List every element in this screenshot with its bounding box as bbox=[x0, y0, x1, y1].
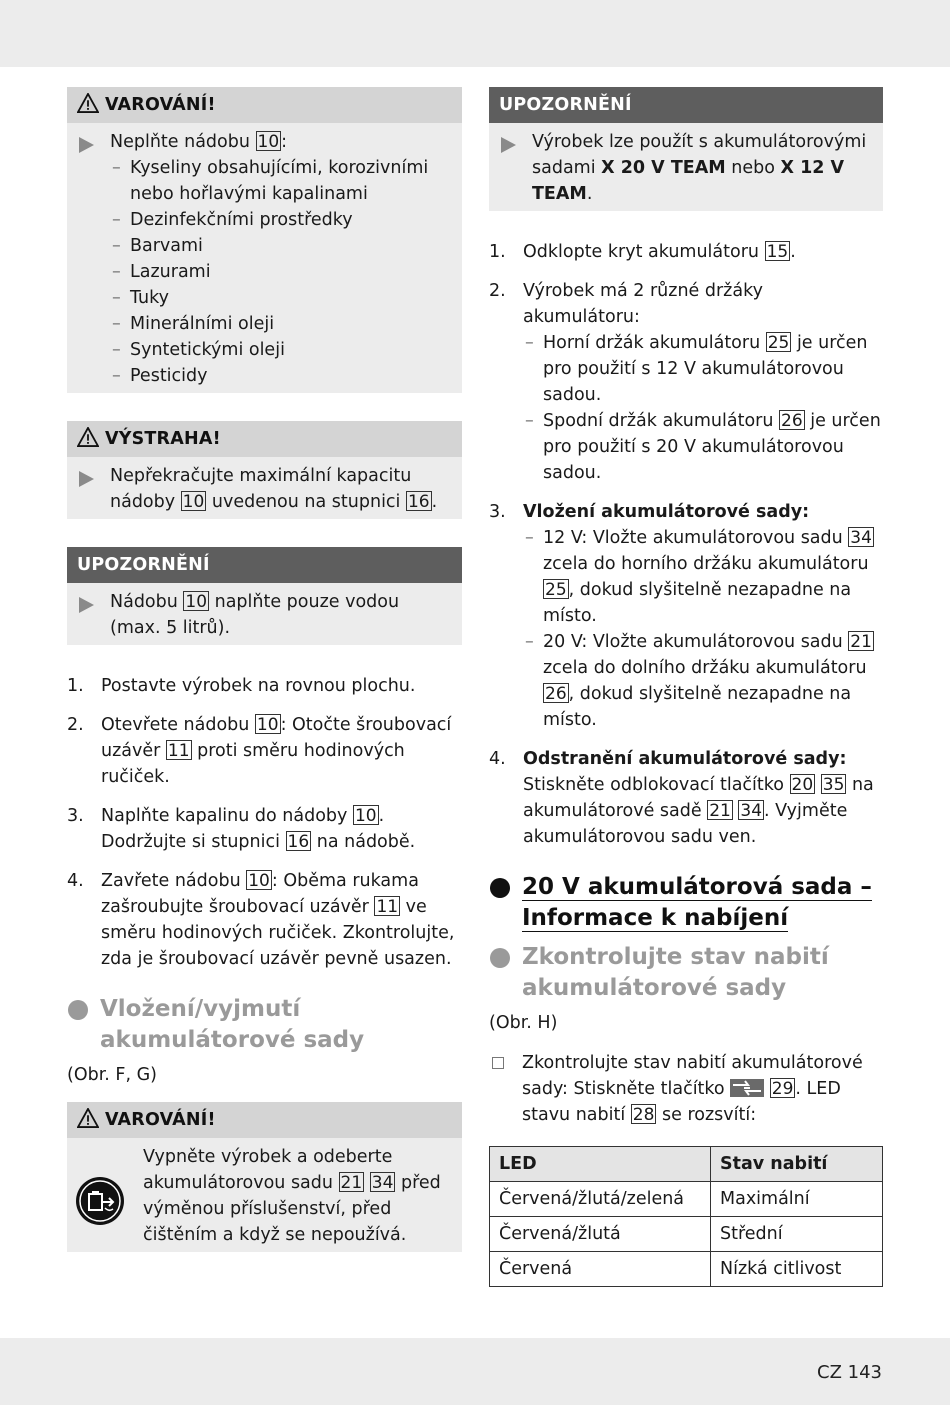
ref-number: 15 bbox=[766, 242, 789, 262]
notice-item: Výrobek lze použít s akumulátorovými sadami X 20 V TEAM nebo X 12 V TEAM. bbox=[501, 129, 871, 207]
table-cell: Nízká citlivost bbox=[711, 1252, 883, 1287]
table-header: LED bbox=[490, 1147, 711, 1182]
warning-triangle-icon bbox=[77, 93, 99, 113]
bullet-dot-icon bbox=[490, 878, 510, 898]
table-cell: Červená/žlutá bbox=[490, 1217, 711, 1252]
ref-number: 35 bbox=[822, 775, 845, 795]
warning-title: VAROVÁNÍ! bbox=[105, 1110, 216, 1130]
warning-box-header bbox=[67, 87, 462, 123]
caution-box bbox=[67, 421, 462, 519]
prohibited-substances-list bbox=[110, 155, 450, 389]
warning-box-battery bbox=[67, 1102, 462, 1252]
list-item: – Syntetickými oleji bbox=[110, 337, 450, 363]
charge-button-icon bbox=[730, 1079, 764, 1097]
sub-item: – 12 V: Vložte akumulátorovou sadu 34 zcela do horního držáku akumulátoru 25 , dokud slyšitelně nezapadne na místo. bbox=[523, 525, 883, 629]
table-row bbox=[490, 1252, 883, 1287]
ref-number: 34 bbox=[850, 528, 872, 548]
lightning-icon bbox=[730, 1079, 764, 1097]
ref-number: 34 bbox=[371, 1173, 394, 1193]
notice-box-header: UPOZORNĚNÍ bbox=[67, 547, 462, 583]
sub-item: – 20 V: Vložte akumulátorovou sadu 21 zcela do dolního držáku akumulátoru 26 , dokud slyšitelně nezapadne na místo. bbox=[523, 629, 883, 733]
ref-number: 21 bbox=[340, 1173, 363, 1193]
bullet-dot-icon bbox=[490, 948, 510, 968]
list-item: – Lazurami bbox=[110, 259, 450, 285]
warning-box-header bbox=[67, 1102, 462, 1138]
page-bottom-band bbox=[0, 1338, 950, 1405]
caution-title: VÝSTRAHA! bbox=[105, 429, 221, 449]
ref-number: 10 bbox=[182, 492, 205, 512]
warning-title: VAROVÁNÍ! bbox=[105, 95, 216, 115]
warning-item: Neplňte nádobu 10 : – Kyseliny obsahujícími, korozivními nebo hořlavými kapalinami – Dezinfekčními prostředky – Barvami – Lazurami – Tuky – Minerálními oleji – Syntetickými oleji – Pesticidy bbox=[79, 129, 450, 389]
ref-number: 16 bbox=[407, 492, 430, 512]
step-item: 1. Postavte výrobek na rovnou plochu. bbox=[67, 676, 416, 696]
ref-number: 34 bbox=[740, 801, 763, 821]
table-cell: Červená bbox=[490, 1252, 711, 1287]
figure-reference: (Obr. F, G) bbox=[67, 1065, 158, 1085]
filling-steps-list bbox=[67, 673, 462, 972]
caution-box-header bbox=[67, 421, 462, 457]
table-cell: Střední bbox=[711, 1217, 883, 1252]
list-item: – Barvami bbox=[110, 233, 450, 259]
notice-box-compatibility bbox=[489, 87, 883, 211]
ref-number: 16 bbox=[287, 832, 310, 852]
left-column bbox=[67, 87, 462, 1280]
figure-reference: (Obr. H) bbox=[489, 1013, 558, 1033]
step-item: 2. Otevřete nádobu 10 : Otočte šroubovací uzávěr 11 proti směru hodinových ručiček. bbox=[67, 715, 452, 787]
triangle-bullet-icon bbox=[501, 137, 516, 153]
checkbox-square-icon bbox=[492, 1057, 504, 1069]
step-item: 4. Zavřete nádobu 10 : Oběma rukama zašroubujte šroubovací uzávěr 11 ve směru hodinových ručiček. Zkontrolujte, zda je šroubovací uzávěr pevně usazen. bbox=[67, 871, 455, 969]
checklist-item: Zkontrolujte stav nabití akumulátorové sady: Stiskněte tlačítko 29 . LED stavu nabití 28 se rozsvítí: bbox=[489, 1050, 883, 1128]
notice-item: Nádobu 10 naplňte pouze vodou (max. 5 litrů). bbox=[79, 589, 450, 641]
table-header-row bbox=[490, 1147, 883, 1182]
table-cell: Maximální bbox=[711, 1182, 883, 1217]
page-number: CZ 143 bbox=[817, 1362, 882, 1383]
ref-number: 11 bbox=[376, 897, 399, 917]
triangle-bullet-icon bbox=[79, 471, 94, 487]
battery-steps-list bbox=[489, 239, 883, 850]
step-item: 3. Naplňte kapalinu do nádoby 10 . Dodržujte si stupnici 16 na nádobě. bbox=[67, 806, 416, 852]
list-item: – Tuky bbox=[110, 285, 450, 311]
ref-number: 25 bbox=[545, 580, 567, 600]
notice-box bbox=[67, 547, 462, 645]
warning-box-container-contents bbox=[67, 87, 462, 393]
section-heading-insert-remove: Vložení/vyjmutí akumulátorové sady bbox=[67, 994, 462, 1056]
ref-number: 28 bbox=[632, 1105, 655, 1125]
triangle-bullet-icon bbox=[79, 597, 94, 613]
triangle-bullet-icon bbox=[79, 137, 94, 153]
page-top-band bbox=[0, 0, 950, 67]
right-column bbox=[489, 87, 883, 1287]
warning-triangle-icon bbox=[77, 1108, 99, 1128]
step-item: 1. Odklopte kryt akumulátoru 15 . bbox=[489, 242, 796, 262]
warning-item: Vypněte výrobek a odeberte akumulátorovou sadu 21 34 před výměnou příslušenství, před čištěním a když se nepoužívá. bbox=[79, 1144, 450, 1248]
list-item: – Dezinfekčními prostředky bbox=[110, 207, 450, 233]
ref-number: 10 bbox=[256, 715, 279, 735]
section-heading-check-charge: Zkontrolujte stav nabití akumulátorové sady bbox=[489, 942, 883, 1004]
bullet-dot-icon bbox=[68, 1000, 88, 1020]
remove-battery-icon bbox=[75, 1176, 125, 1226]
list-item: – Kyseliny obsahujícími, korozivními nebo hořlavými kapalinami bbox=[110, 155, 450, 207]
table-row bbox=[490, 1182, 883, 1217]
ref-number: 25 bbox=[767, 333, 790, 353]
ref-number: 29 bbox=[771, 1079, 794, 1099]
step-item: 4. Odstranění akumulátorové sady: Stiskněte odblokovací tlačítko 20 35 na akumulátorové sadě 21 34 . Vyjměte akumulátorovou sadu ven. bbox=[489, 749, 874, 847]
ref-number: 10 bbox=[185, 592, 208, 612]
notice-box-header: UPOZORNĚNÍ bbox=[489, 87, 883, 123]
ref-number: 11 bbox=[167, 741, 190, 761]
step-item: 2. Výrobek má 2 různé držáky akumulátoru: – Horní držák akumulátoru 25 je určen pro použití s 12 V akumulátorovou sadou. – Spodní držák akumulátoru 26 je určen pro použití s 20 V akumulátorovou sadou. bbox=[489, 278, 883, 486]
ref-number: 21 bbox=[850, 632, 872, 652]
table-header: Stav nabití bbox=[711, 1147, 883, 1182]
ref-number: 21 bbox=[709, 801, 731, 821]
step-item: 3. Vložení akumulátorové sady: – 12 V: Vložte akumulátorovou sadu 34 zcela do horního držáku akumulátoru 25 , dokud slyšitelně nezapadne na místo. – 20 V: Vložte akumulátorovou sadu 21 zcela do dolního držáku akumulátoru 26 , dokud slyšitelně nezapadne na místo. bbox=[489, 499, 883, 733]
ref-number: 26 bbox=[545, 684, 567, 704]
ref-number: 10 bbox=[354, 806, 377, 826]
warning-triangle-icon bbox=[77, 427, 99, 447]
list-item: – Pesticidy bbox=[110, 363, 450, 389]
ref-number: 10 bbox=[257, 132, 280, 152]
list-item: – Minerálními oleji bbox=[110, 311, 450, 337]
table-row bbox=[490, 1217, 883, 1252]
section-heading-charging-info: 20 V akumulátorová sada – Informace k nabíjení bbox=[489, 872, 883, 934]
ref-number: 20 bbox=[791, 775, 814, 795]
led-status-table bbox=[489, 1146, 883, 1287]
ref-number: 10 bbox=[248, 871, 270, 891]
sub-item: – Spodní držák akumulátoru 26 je určen pro použití s 20 V akumulátorovou sadou. bbox=[523, 408, 883, 486]
ref-number: 26 bbox=[781, 411, 803, 431]
sub-item: – Horní držák akumulátoru 25 je určen pro použití s 12 V akumulátorovou sadou. bbox=[523, 330, 883, 408]
table-cell: Červená/žlutá/zelená bbox=[490, 1182, 711, 1217]
caution-item: Nepřekračujte maximální kapacitu nádoby 10 uvedenou na stupnici 16 . bbox=[79, 463, 450, 515]
